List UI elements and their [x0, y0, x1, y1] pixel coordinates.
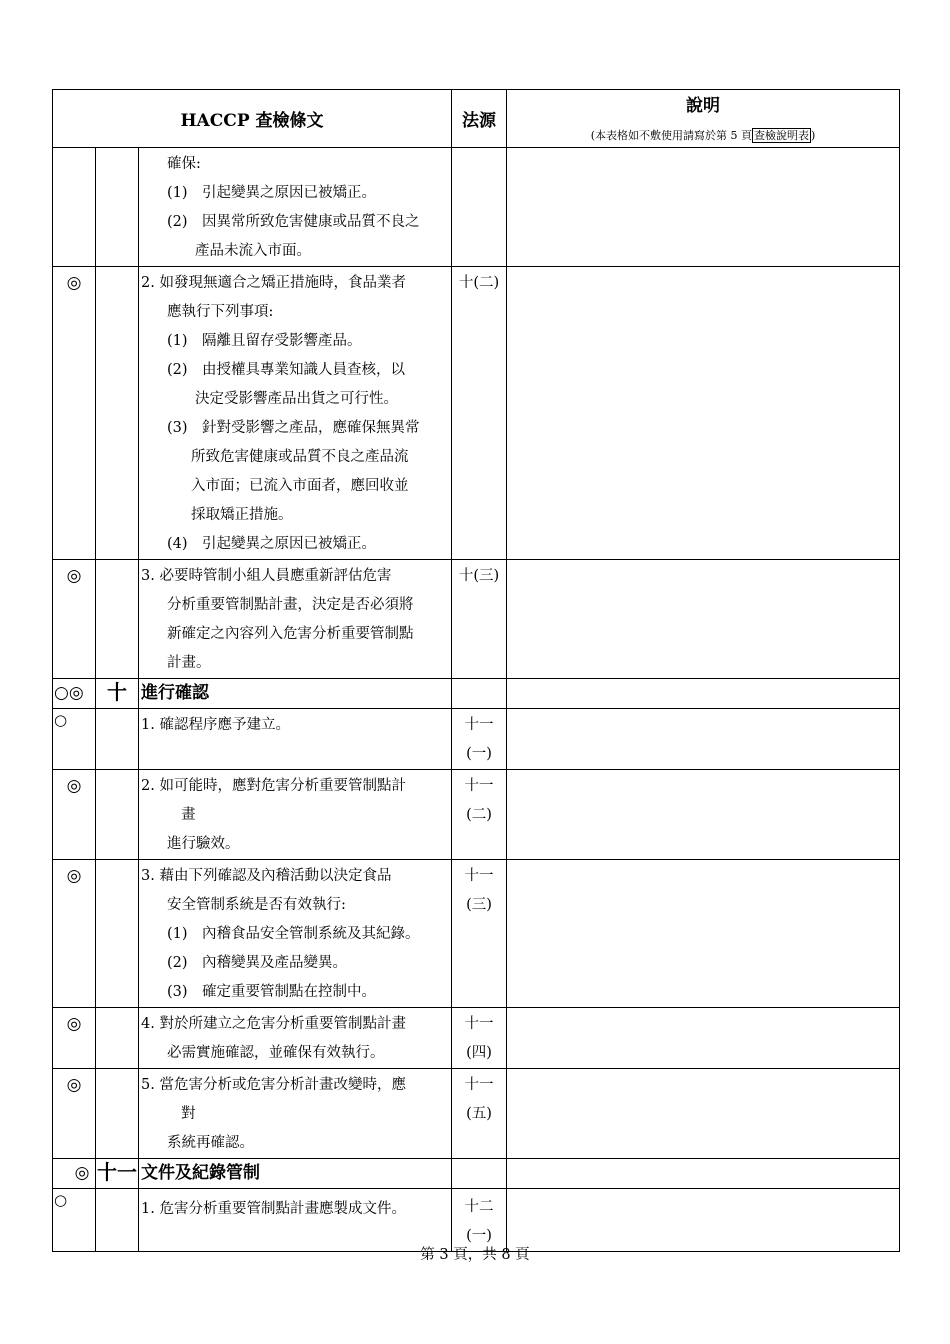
header-description-title: 說明 [686, 95, 721, 116]
law-cell [452, 679, 507, 709]
clause-cell [139, 267, 452, 560]
law-cell [452, 770, 507, 860]
mark-cell: ○◎ [53, 679, 96, 709]
section-title: 文件及紀錄管制 [139, 1159, 452, 1189]
clause-line: 5. 當危害分析或危害分析計畫改變時，應 [141, 1077, 406, 1093]
clause-line: 1. 危害分析重要管制點計畫應製成文件。 [141, 1201, 406, 1217]
clause-line: (1) 隔離且留存受影響產品。 [167, 333, 362, 349]
clause-line: 4. 對於所建立之危害分析重要管制點計畫 [141, 1016, 406, 1032]
mark-cell: ◎ [53, 560, 96, 679]
clause-cell [139, 709, 452, 770]
clause-line: 3. 藉由下列確認及內稽活動以決定食品 [141, 868, 392, 884]
header-note [507, 125, 899, 147]
section-number: 十一 [96, 1159, 139, 1189]
law-cell [452, 1159, 507, 1189]
clause-line: (4) 引起變異之原因已被矯正。 [167, 536, 377, 552]
clause-line: 1. 確認程序應予建立。 [141, 717, 290, 733]
description-cell [507, 860, 900, 1008]
clause-cell [139, 148, 452, 267]
clause-line: 產品未流入市面。 [195, 243, 311, 259]
table-row [53, 1008, 900, 1069]
inspection-table-container [52, 89, 899, 1252]
law-line: (四) [466, 1045, 492, 1061]
law-line: 十一 [464, 778, 494, 794]
section-cell [96, 860, 139, 1008]
description-cell [507, 679, 900, 709]
description-cell [507, 1008, 900, 1069]
clause-line: 決定受影響產品出貨之可行性。 [195, 391, 398, 407]
section-cell [96, 560, 139, 679]
section-cell [96, 709, 139, 770]
clause-line: (2) 內稽變異及產品變異。 [167, 955, 348, 971]
table-row [53, 267, 900, 560]
description-cell [507, 1159, 900, 1189]
description-cell [507, 267, 900, 560]
haccp-inspection-table [52, 89, 900, 1252]
law-line: 十一 [464, 717, 494, 733]
section-cell [96, 1069, 139, 1159]
clause-line: 新確定之內容列入危害分析重要管制點 [167, 626, 414, 642]
law-line: 十一 [464, 1077, 494, 1093]
description-cell [507, 1069, 900, 1159]
section-title: 進行確認 [139, 679, 452, 709]
clause-line: 確保: [167, 156, 201, 172]
note-text: (本表格如不敷使用請寫於第 5 頁 [590, 128, 753, 142]
law-line: 十二 [464, 1199, 494, 1215]
section-cell [96, 770, 139, 860]
clause-cell [139, 770, 452, 860]
table-row [53, 860, 900, 1008]
clause-line: (1) 引起變異之原因已被矯正。 [167, 185, 377, 201]
description-cell [507, 560, 900, 679]
clause-line: 應執行下列事項: [167, 304, 274, 320]
section-cell [96, 1008, 139, 1069]
section-number: 十 [96, 679, 139, 709]
clause-line: (3) 針對受影響之產品，應確保無異常 [167, 420, 420, 436]
header-clause: HACCP 查檢條文 [53, 90, 452, 148]
clause-line: 採取矯正措施。 [191, 507, 293, 523]
clause-line: 計畫。 [167, 655, 211, 671]
header-law-source: 法源 [452, 90, 507, 148]
section-cell [96, 267, 139, 560]
mark-cell: ◎ [53, 1159, 96, 1189]
mark-cell: ◎ [53, 860, 96, 1008]
mark-cell: ○ [53, 709, 96, 770]
header-description [507, 90, 900, 148]
mark-cell [53, 148, 96, 267]
mark-cell: ○ [53, 1189, 96, 1252]
law-line: (一) [466, 1228, 492, 1244]
note-close: ) [811, 128, 816, 142]
table-row [53, 770, 900, 860]
note-boxed-link: 查檢說明表 [754, 128, 810, 142]
table-row [53, 560, 900, 679]
clause-line: 必需實施確認，並確保有效執行。 [167, 1045, 385, 1061]
clause-line: 分析重要管制點計畫，決定是否必須將 [167, 597, 414, 613]
clause-line: 2. 如可能時，應對危害分析重要管制點計 [141, 778, 406, 794]
clause-line: 所致危害健康或品質不良之產品流 [191, 449, 409, 465]
description-cell [507, 148, 900, 267]
table-row [53, 1069, 900, 1159]
clause-line: 對 [181, 1106, 196, 1122]
clause-cell [139, 1069, 452, 1159]
table-row [53, 148, 900, 267]
clause-line: 2. 如發現無適合之矯正措施時，食品業者 [141, 275, 406, 291]
law-line: (二) [466, 807, 492, 823]
page-footer: 第 3 頁，共 8 頁 [420, 1247, 530, 1263]
section-row [53, 679, 900, 709]
law-cell: 十(三) [452, 560, 507, 679]
law-cell: 十(二) [452, 267, 507, 560]
section-cell [96, 148, 139, 267]
law-line: (三) [466, 897, 492, 913]
section-row [53, 1159, 900, 1189]
clause-line: (3) 確定重要管制點在控制中。 [167, 984, 377, 1000]
description-cell [507, 709, 900, 770]
description-cell [507, 770, 900, 860]
law-line: 十一 [464, 1016, 494, 1032]
clause-line: 安全管制系統是否有效執行: [167, 897, 346, 913]
clause-line: 入市面；已流入市面者，應回收並 [191, 478, 409, 494]
law-line: (五) [466, 1106, 492, 1122]
mark-cell: ◎ [53, 1069, 96, 1159]
clause-cell [139, 1008, 452, 1069]
law-line: (一) [466, 746, 492, 762]
law-cell [452, 1069, 507, 1159]
clause-line: (2) 由授權具專業知識人員查核，以 [167, 362, 406, 378]
law-cell [452, 709, 507, 770]
clause-line: 進行驗效。 [167, 836, 240, 852]
mark-cell: ◎ [53, 770, 96, 860]
law-line: 十一 [464, 868, 494, 884]
law-cell [452, 148, 507, 267]
table-row [53, 709, 900, 770]
table-header-row [53, 90, 900, 148]
mark-cell: ◎ [53, 1008, 96, 1069]
clause-line: 系統再確認。 [167, 1135, 254, 1151]
mark-cell: ◎ [53, 267, 96, 560]
clause-cell [139, 560, 452, 679]
clause-line: 畫 [181, 807, 196, 823]
law-cell [452, 1008, 507, 1069]
clause-cell [139, 860, 452, 1008]
clause-line: (2) 因異常所致危害健康或品質不良之 [167, 214, 420, 230]
law-cell [452, 860, 507, 1008]
clause-line: 3. 必要時管制小組人員應重新評估危害 [141, 568, 392, 584]
clause-line: (1) 內稽食品安全管制系統及其紀錄。 [167, 926, 420, 942]
